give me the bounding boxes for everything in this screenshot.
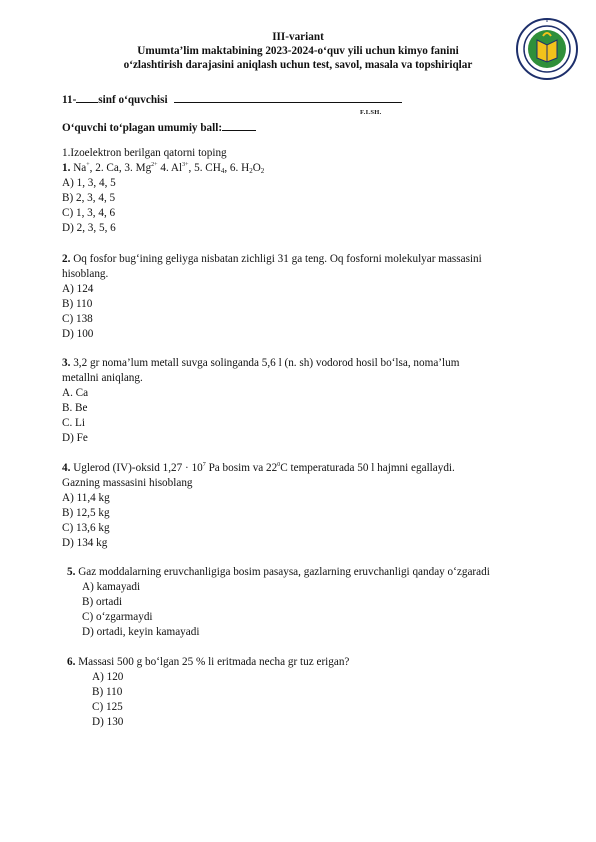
option-b[interactable]: B. Be <box>62 402 88 414</box>
q1-item-4: , 5. CH <box>188 162 221 174</box>
option-d[interactable]: D) ortadi, keyin kamayadi <box>82 626 200 638</box>
question-5-text <box>67 565 490 580</box>
question-4-number: 4. <box>62 462 71 474</box>
class-suffix: sinf o‘quvchisi <box>98 94 168 106</box>
option-b[interactable]: B) 12,5 kg <box>62 507 110 519</box>
score-label: O‘quvchi to‘plagan umumiy ball: <box>62 122 223 134</box>
q1-sub-5b: 2 <box>260 167 265 175</box>
question-4-text-b: Pa bosim va 22 <box>205 462 278 474</box>
option-d[interactable]: D) 130 <box>92 716 124 728</box>
q1-sup-2: 2+ <box>151 162 158 168</box>
school-emblem-icon <box>516 18 578 80</box>
question-5 <box>67 565 490 640</box>
option-d[interactable]: D) 134 kg <box>62 537 108 549</box>
score-blank[interactable] <box>222 119 256 131</box>
option-c[interactable]: C) 1, 3, 4, 6 <box>62 207 116 219</box>
option-d[interactable]: D) Fe <box>62 432 88 444</box>
option-c[interactable]: C) 138 <box>62 313 93 325</box>
option-c[interactable]: C. Li <box>62 417 85 429</box>
question-6 <box>67 655 349 730</box>
question-3 <box>62 356 459 446</box>
question-1 <box>62 146 264 236</box>
q1-sup-1: + <box>86 162 90 168</box>
option-b[interactable]: B) 110 <box>92 686 123 698</box>
score-line <box>62 119 256 135</box>
question-4-text-2: Gazning massasini hisoblang <box>62 477 193 489</box>
option-d[interactable]: D) 100 <box>62 328 94 340</box>
question-5-body: Gaz moddalarning eruvchanligiga bosim pasaysa, gazlarning eruvchanligi qanday o‘zgaradi <box>75 566 490 578</box>
question-6-body: Massasi 500 g bo‘lgan 25 % li eritmada necha gr tuz erigan? <box>75 656 350 668</box>
header-line-1: Umumta’lim maktabining 2023-2024-o‘quv yili uchun kimyo fanini <box>137 45 459 57</box>
question-4-text-c: C temperaturada 50 l hajmni egallaydi. <box>280 462 455 474</box>
question-4-text-a: Uglerod (IV)-oksid 1,27 · 10 <box>70 462 203 474</box>
question-1-number: 1. <box>62 162 71 174</box>
question-3-text-2: metallni aniqlang. <box>62 372 143 384</box>
q1-item-5: , 6. H <box>224 162 250 174</box>
question-2-text-2: hisoblang. <box>62 268 109 280</box>
option-c[interactable]: C) o‘zgarmaydi <box>82 611 153 623</box>
question-3-text-1 <box>62 356 459 371</box>
question-2 <box>62 252 482 342</box>
question-3-text: 3,2 gr noma’lum metall suvga solinganda 5,6 l (n. sh) vodorod hosil bo‘lsa, noma’lum <box>70 357 460 369</box>
question-5-options <box>67 580 490 640</box>
option-b[interactable]: B) 2, 3, 4, 5 <box>62 192 116 204</box>
header-line-2: o‘zlashtirish darajasini aniqlash uchun test, savol, masala va topshiriqlar <box>123 59 473 71</box>
option-a[interactable]: A) 11,4 kg <box>62 492 110 504</box>
question-4 <box>62 461 455 551</box>
class-prefix: 11- <box>62 94 77 106</box>
option-b[interactable]: B) 110 <box>62 298 93 310</box>
option-a[interactable]: A. Ca <box>62 387 89 399</box>
question-4-text-1 <box>62 461 455 476</box>
option-c[interactable]: C) 13,6 kg <box>62 522 110 534</box>
class-number-blank[interactable] <box>76 91 98 103</box>
option-a[interactable]: A) 124 <box>62 283 94 295</box>
option-c[interactable]: C) 125 <box>92 701 123 713</box>
option-a[interactable]: A) kamayadi <box>82 581 141 593</box>
q1-item-1: Na <box>73 162 87 174</box>
question-5-number: 5. <box>67 566 76 578</box>
question-1-title: 1.Izoelektron berilgan qatorni toping <box>62 147 227 159</box>
q1-sup-3: 3+ <box>182 162 189 168</box>
question-1-items <box>62 161 264 176</box>
variant-title: III-variant <box>272 31 324 43</box>
question-2-number: 2. <box>62 253 71 265</box>
option-a[interactable]: A) 1, 3, 4, 5 <box>62 177 116 189</box>
question-2-text: Oq fosfor bug‘ining geliyga nisbatan zichligi 31 ga teng. Oq fosforni molekulyar massasini <box>70 253 482 265</box>
q1-sub-5a: 2 <box>249 167 253 175</box>
question-6-number: 6. <box>67 656 76 668</box>
question-4-degree: 0 <box>277 462 281 468</box>
q1-item-5b: O <box>252 162 261 174</box>
option-d[interactable]: D) 2, 3, 5, 6 <box>62 222 116 234</box>
question-6-text <box>67 655 349 670</box>
question-3-number: 3. <box>62 357 71 369</box>
class-line <box>62 91 402 107</box>
q1-item-3: 4. Al <box>157 162 183 174</box>
question-6-options <box>67 670 349 730</box>
fish-label: F.I.SH. <box>360 109 382 116</box>
question-2-text-1 <box>62 252 482 267</box>
q1-sub-4: 4 <box>220 167 225 175</box>
question-4-exponent: 7 <box>202 462 206 468</box>
option-b[interactable]: B) ortadi <box>82 596 123 608</box>
q1-item-2: , 2. Ca, 3. Mg <box>89 162 152 174</box>
student-name-blank[interactable] <box>174 91 402 103</box>
option-a[interactable]: A) 120 <box>92 671 124 683</box>
